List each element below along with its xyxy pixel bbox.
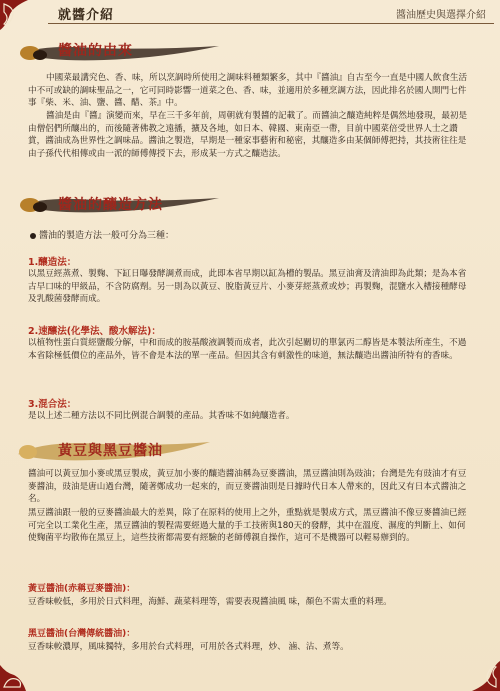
method-3-text: 是以上述二種方法以不同比例混合調製的產品。其香味不如純釀造者。: [28, 411, 295, 421]
origin-paragraph-1: 中國菜最講究色、香、味，所以烹調時所使用之調味料種類繁多，其中『醬油』自古至今一直是中國人飲食生活中不可或缺的調味聖品之一，它可同時影響一道菜之色、香、味，並適用於多種烹調方法，因此排名於國人開門七件事『柴、米、油、鹽、醬、醋、茶』中。: [28, 73, 468, 109]
bullet-icon: [30, 233, 36, 239]
soybean-paragraph-2: 黑豆醬油跟一般的豆麥醬油最大的差異，除了在原料的使用上之外，重點就是製成方式，黑豆醬油不像豆麥醬油已經可完全以工業化生產，黑豆醬油的製程需要經過大量的手工技術與180天的發酵，其中在溫度、濕度的判斷上、如何使麴菌平均散佈在黑豆上，這些技術都需要有經驗的老師傅親自操作，這可不是機器可以輕易辦到的。: [28, 508, 467, 544]
brewing-intro-text: 醬油的製造方法一般可分為三種：: [39, 231, 175, 241]
method-3-title: 3.混合法：: [28, 399, 77, 410]
header-subtitle: 醬油歷史與選擇介紹: [396, 10, 486, 21]
section-heading-origin: 醬油的由來: [58, 43, 133, 59]
section-heading-brewing: 醬油的釀造方法: [58, 197, 163, 213]
soybean-paragraph-1: 醬油可以黃豆加小麥或黑豆製成，黃豆加小麥的釀造醬油稱為豆麥醬油，黑豆醬油則為豉油；台灣是先有豉油才有豆麥醬油，豉油是唐山過台灣，隨著鄭成功一起來的，而豆麥醬油則是日據時代日本人帶來的，因此又有日本式醬油之名。: [28, 469, 467, 505]
black-soy-title: 黑豆醬油(台灣傳統醬油)：: [28, 629, 136, 639]
origin-paragraph-2: 醬油是由『醬』演變而來，早在三千多年前，周朝就有製醬的記載了。而醬油之釀造純粹是偶然地發現，最初是由僧侶們所釀出的，而後隨著佛教之遠播，擴及各地，如日本、韓國、東南亞一帶，目前中國菜倍受世界人士之讚賞，醬油成為世界性之調味品。醬油之製造，早期是一種家事藝術和秘密，其釀造多由某個師傅把持，其技術往往是由子孫代代相傳或由一派的師傅傳授下去，形成某一方式之釀造法。: [28, 111, 468, 159]
header-bar: [0, 0, 500, 30]
method-2-text: 以植物性蛋白質經鹽酸分解，中和而成的胺基酸液調製而成者，此次引起關切的單氯丙二醇皆是本製法所產生，不過本省除極低價位的產品外，皆不會是本法的單一產品。但因其含有刺激性的味道，無法釀造出醬油所特有的香味。: [28, 338, 467, 361]
method-2-title: 2.速釀法(化學法、酸水解法)：: [28, 326, 161, 337]
brewing-intro: [30, 228, 174, 241]
corner-ornament-bottom-right-icon: [458, 649, 500, 691]
header-divider: [48, 23, 494, 24]
yellow-soy-text: 豆香味較低，多用於日式料理，海鮮、蔬菜料理等，需要表現醬油風 味，顏色不需太重的料理。: [28, 597, 392, 607]
header-title: 就醬介紹: [58, 8, 115, 23]
yellow-soy-title: 黃豆醬油(赤稱豆麥醬油)：: [28, 584, 136, 594]
section-heading-soybean: 黃豆與黑豆醬油: [58, 443, 163, 459]
method-1-title: 1.釀造法：: [28, 257, 77, 268]
method-1-text: 以黑豆經蒸煮、製麴、下缸日曝發酵調煮而成，此即本省早期以缸為槽的製品。黑豆油膏及清油即為此類；是為本省古早口味的甲級品，不含防腐劑。另一則為以黃豆、脫脂黃豆片、小麥芽經蒸煮或炒；再製麴，混鹽水入槽接種酵母及乳酸菌發酵而成。: [28, 269, 467, 305]
corner-ornament-bottom-left-icon: [0, 649, 42, 691]
black-soy-text: 豆香味較濃厚，風味獨特，多用於台式料理，可用於各式料理，炒、 滷、沾、煮等。: [28, 642, 349, 652]
